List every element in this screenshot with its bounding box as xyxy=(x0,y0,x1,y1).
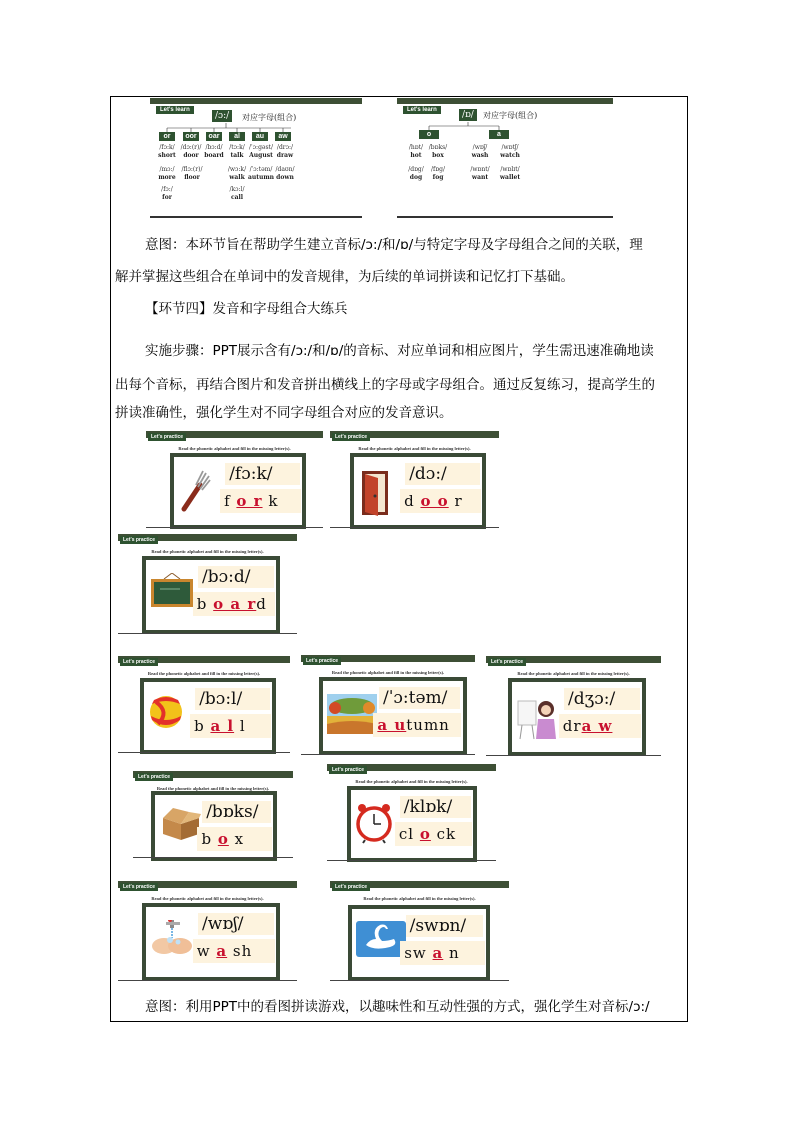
letter-chip: o xyxy=(419,130,439,139)
word-blank: dra w xyxy=(559,714,641,738)
practice-board xyxy=(140,678,276,754)
intent-paragraph-2: 意图：利用PPT中的看图拼读游戏，以趣味性和互动性强的方式，强化学生对音标/ɔ:/ xyxy=(145,999,650,1015)
slide-tag: Let's practice xyxy=(120,883,158,891)
slide-instruction: Read the phonetic alphabet and fill in the missing letter(s). xyxy=(147,671,261,676)
slide-tag: Let's practice xyxy=(120,658,158,666)
learn-slide-or xyxy=(150,98,362,218)
word-entry: /fɒg/ fog xyxy=(431,166,445,181)
slide-bottom-line xyxy=(327,860,496,862)
practice-slide xyxy=(146,431,323,528)
phonetic-label: /klɒk/ xyxy=(400,796,471,818)
phonetic-label: /swɒn/ xyxy=(406,915,484,937)
phonetic-label: /dʒɔ:/ xyxy=(564,688,640,710)
phonetic-label: /ˈɔ:təm/ xyxy=(379,687,460,709)
word-blank: d o o r xyxy=(400,489,481,513)
phonetic-label: /bɒks/ xyxy=(202,801,271,823)
phonetic-label: /dɔ:/ xyxy=(405,463,479,485)
word-entry: /hɒt/ hot xyxy=(408,144,424,159)
word-entry: /tɔ:k/ talk xyxy=(229,144,245,159)
word-blank: f o r k xyxy=(220,489,301,513)
word-entry: /bɔ:d/ board xyxy=(204,144,224,159)
practice-board xyxy=(319,677,467,755)
slide-bottom-line xyxy=(118,633,297,635)
practice-board xyxy=(170,453,306,529)
phonetic-label: /bɔ:l/ xyxy=(195,688,269,710)
word-blank: b a l l xyxy=(190,714,271,738)
ball-icon xyxy=(148,694,184,734)
slide-instruction: Read the phonetic alphabet and fill in the missing letter(s). xyxy=(358,446,471,451)
word-blank: b o a rd xyxy=(193,592,275,616)
letter-chip: au xyxy=(252,132,268,141)
slide-tag: Let's practice xyxy=(120,536,158,544)
slide-tag: Let's practice xyxy=(135,773,173,781)
letter-chip: oar xyxy=(206,132,222,141)
slide-title: 对应字母(组合) xyxy=(242,113,297,122)
slide-tag: Let's practice xyxy=(332,433,370,441)
practice-board xyxy=(508,678,646,756)
practice-board xyxy=(142,556,280,634)
slide-title: 对应字母(组合) xyxy=(483,111,538,120)
practice-board xyxy=(151,791,277,861)
slide-tag: Let's practice xyxy=(303,657,341,665)
slide-instruction: Read the phonetic alphabet and fill in the missing letter(s). xyxy=(156,786,270,791)
word-blank: b o x xyxy=(197,827,272,851)
slide-instruction: Read the phonetic alphabet and fill in the missing letter(s). xyxy=(151,896,264,901)
slide-tag: Let's practice xyxy=(488,658,526,666)
practice-slide xyxy=(133,771,293,858)
section-heading: 【环节四】发音和字母组合大练兵 xyxy=(145,301,348,317)
slide-instruction: Read the phonetic alphabet and fill in the missing letter(s). xyxy=(355,779,468,784)
word-blank: cl o ck xyxy=(395,822,472,846)
practice-slide xyxy=(118,656,290,753)
slide-instruction: Read the phonetic alphabet and fill in the missing letter(s). xyxy=(331,670,445,675)
phonetic-label: /wɒʃ/ xyxy=(198,913,274,935)
slide-bottom-line xyxy=(330,980,509,982)
letter-chip: or xyxy=(159,132,175,141)
practice-board xyxy=(350,453,486,529)
word-entry: /wɔ:k/ walk xyxy=(227,166,247,181)
word-entry: /wɒʃ/ wash xyxy=(471,144,489,159)
door-icon xyxy=(358,469,394,521)
phonetic-label: /bɔ:d/ xyxy=(198,566,274,588)
intent-paragraph-1: 意图：本环节旨在帮助学生建立音标/ɔ:/和/ɒ/与特定字母及字母组合之间的关联，理 解并掌握这些组合在单词中的发音规律，为后续的单词拼读和记忆打下基础。 xyxy=(115,237,643,285)
word-blank: sw a n xyxy=(400,941,484,965)
letter-chip: al xyxy=(229,132,245,141)
word-entry: /wɒlɪt/ wallet xyxy=(499,166,521,181)
practice-board xyxy=(347,786,477,862)
slide-tag: Let's practice xyxy=(332,883,370,891)
slide-bottom-line xyxy=(486,755,661,757)
word-entry: /bɒks/ box xyxy=(428,144,448,159)
word-blank: a utumn xyxy=(373,713,461,737)
slide-bottom-line xyxy=(118,980,297,982)
learn-slide-o xyxy=(397,98,613,218)
slide-instruction: Read the phonetic alphabet and fill in the missing letter(s). xyxy=(178,446,291,451)
word-entry: /flɔ:(r)/ floor xyxy=(181,166,203,181)
practice-slide xyxy=(118,534,297,634)
word-blank: w a sh xyxy=(193,939,275,963)
slide-tag: Let's learn xyxy=(156,106,194,114)
word-entry: /drɔ:/ draw xyxy=(276,144,294,159)
word-entry: /fɔ:/ for xyxy=(161,186,173,201)
box-icon xyxy=(159,804,203,846)
word-entry: /dɔ:(r)/ door xyxy=(180,144,202,159)
word-entry: /dɒg/ dog xyxy=(408,166,424,181)
word-entry: /fɔ:k/ short xyxy=(158,144,176,159)
phonetic-label: /fɔ:k/ xyxy=(225,463,299,485)
clock-icon xyxy=(355,802,393,848)
word-entry: /ˈɔ:gəst/ August xyxy=(249,144,273,159)
word-entry: /kɔ:l/ call xyxy=(229,186,245,201)
letter-chip: oor xyxy=(183,132,199,141)
letter-chip: a xyxy=(489,130,509,139)
slide-bottom-line xyxy=(118,752,290,754)
slide-instruction: Read the phonetic alphabet and fill in the missing letter(s). xyxy=(363,896,476,901)
word-entry: /wɒnt/ want xyxy=(470,166,490,181)
word-entry: /wɒtʃ/ watch xyxy=(500,144,520,159)
blackboard-icon xyxy=(150,573,194,613)
slide-bottom-line xyxy=(330,527,499,529)
word-entry: /daʊn/ down xyxy=(275,166,295,181)
steps-paragraph: 实施步骤：PPT展示含有/ɔ:/和/ɒ/的音标、对应单词和相应图片，学生需迅速准确地读 出每个音标，再结合图片和发音拼出横线上的字母或字母组合。通过反复练习，提高学生的 拼读准确性，强化学生对不同字母组合对应的发音意识。 xyxy=(115,343,655,421)
word-entry: /ˈɔ:təm/ autumn xyxy=(247,166,275,181)
fork-icon xyxy=(178,469,212,517)
slide-instruction: Read the phonetic alphabet and fill in the missing letter(s). xyxy=(151,549,264,554)
slide-tag: Let's learn xyxy=(403,106,441,114)
landscape-icon xyxy=(327,694,377,738)
slide-instruction: Read the phonetic alphabet and fill in the missing letter(s). xyxy=(517,671,630,676)
phoneme-box: /ɔ:/ xyxy=(212,110,232,122)
practice-slide xyxy=(327,764,496,861)
slide-tag: Let's practice xyxy=(329,766,367,774)
swan-icon xyxy=(356,921,406,961)
slide-bottom-line xyxy=(301,754,475,756)
practice-slide xyxy=(330,431,499,528)
practice-board xyxy=(142,903,280,981)
slide-bottom-line xyxy=(133,857,293,859)
word-entry: /mɔ:/ more xyxy=(158,166,176,181)
girl-drawing-icon xyxy=(516,695,560,745)
phoneme-box: /ɒ/ xyxy=(459,109,477,121)
slide-bottom-line xyxy=(146,527,323,529)
letter-chip: aw xyxy=(275,132,291,141)
practice-slide xyxy=(330,881,509,981)
practice-slide xyxy=(301,655,475,755)
practice-slide xyxy=(118,881,297,981)
washing-hands-icon xyxy=(150,920,194,962)
slide-tag: Let's practice xyxy=(148,433,186,441)
practice-slide xyxy=(486,656,661,756)
practice-board xyxy=(348,905,490,981)
